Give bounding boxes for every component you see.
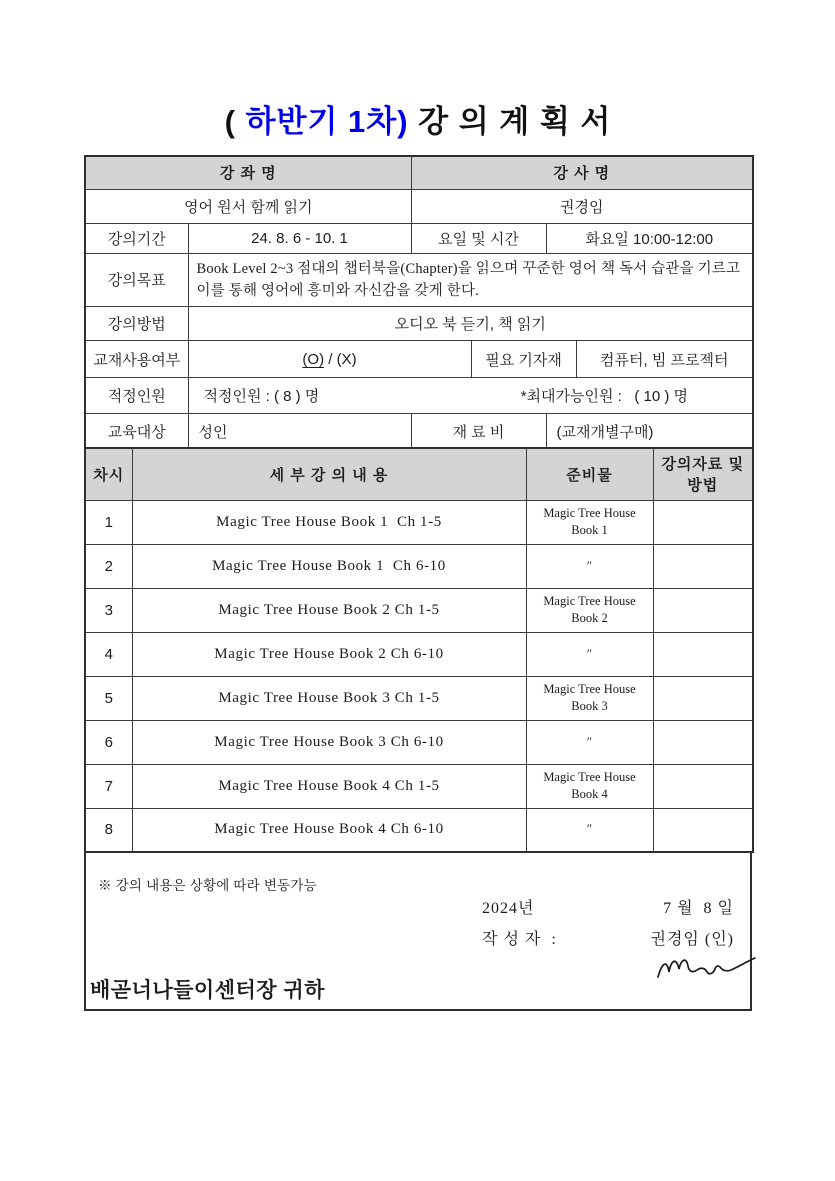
title-session-highlight: 하반기 1차) bbox=[245, 104, 409, 139]
schedule-header-no: 차시 bbox=[85, 448, 132, 500]
info-textbook-row bbox=[85, 341, 753, 378]
period-value: 24. 8. 6 - 10. 1 bbox=[188, 223, 411, 253]
date-line bbox=[482, 895, 734, 918]
session-number: 1 bbox=[85, 500, 132, 544]
schedule-row bbox=[85, 764, 753, 808]
target-label: 교육대상 bbox=[85, 414, 188, 449]
date-month-day: 7 월 8 일 bbox=[663, 900, 734, 917]
course-info-table bbox=[84, 155, 754, 450]
info-name-row bbox=[85, 189, 753, 223]
schedule-row bbox=[85, 720, 753, 764]
session-materials: ″ bbox=[526, 544, 653, 588]
instructor-value: 권경임 bbox=[411, 189, 753, 223]
session-method bbox=[653, 808, 753, 852]
session-materials: ″ bbox=[526, 632, 653, 676]
material-fee-label: 재 료 비 bbox=[411, 414, 546, 449]
textbook-x-mark: / (X) bbox=[324, 350, 357, 368]
author-line bbox=[482, 926, 734, 949]
session-number: 5 bbox=[85, 676, 132, 720]
info-period-row bbox=[85, 223, 753, 253]
session-materials: Magic Tree House Book 4 bbox=[526, 764, 653, 808]
schedule-row bbox=[85, 500, 753, 544]
title-main-text: 강 의 계 획 서 bbox=[408, 104, 612, 139]
session-method bbox=[653, 676, 753, 720]
author-label: 작 성 자 : bbox=[482, 931, 557, 948]
schedule-row bbox=[85, 676, 753, 720]
session-number: 6 bbox=[85, 720, 132, 764]
session-materials: Magic Tree House Book 3 bbox=[526, 676, 653, 720]
schedule-row bbox=[85, 808, 753, 852]
info-header-row bbox=[85, 156, 753, 189]
target-value: 성인 bbox=[188, 414, 411, 449]
session-content: Magic Tree House Book 2 Ch 1-5 bbox=[132, 588, 526, 632]
schedule-row bbox=[85, 588, 753, 632]
method-label: 강의방법 bbox=[85, 307, 188, 341]
page-title bbox=[84, 96, 752, 141]
session-method bbox=[653, 720, 753, 764]
signature bbox=[654, 949, 758, 985]
session-content: Magic Tree House Book 4 Ch 1-5 bbox=[132, 764, 526, 808]
session-content: Magic Tree House Book 3 Ch 6-10 bbox=[132, 720, 526, 764]
course-name-value: 영어 원서 함께 읽기 bbox=[85, 189, 411, 223]
info-capacity-row bbox=[85, 378, 753, 414]
session-number: 2 bbox=[85, 544, 132, 588]
goal-label: 강의목표 bbox=[85, 253, 188, 307]
session-materials: ″ bbox=[526, 720, 653, 764]
schedule-header-content: 세 부 강 의 내 용 bbox=[132, 448, 526, 500]
day-time-value: 화요일 10:00-12:00 bbox=[546, 223, 753, 253]
equipment-value: 컴퓨터, 빔 프로젝터 bbox=[576, 341, 753, 378]
schedule-header-method: 강의자료 및 방법 bbox=[653, 448, 753, 500]
capacity-value: 적정인원 : ( 8 ) 명 bbox=[203, 388, 320, 406]
session-method bbox=[653, 500, 753, 544]
schedule-header-materials: 준비물 bbox=[526, 448, 653, 500]
textbook-o-mark: (O) bbox=[302, 350, 325, 368]
recipient-line: 배곧너나들이센터장 귀하 bbox=[90, 979, 325, 1002]
title-paren: ( bbox=[224, 104, 246, 139]
info-method-row bbox=[85, 307, 753, 341]
max-capacity-value: *최대가능인원 : ( 10 ) 명 bbox=[520, 388, 688, 406]
session-content: Magic Tree House Book 1 Ch 1-5 bbox=[132, 500, 526, 544]
schedule-row bbox=[85, 632, 753, 676]
schedule-row bbox=[85, 544, 753, 588]
session-materials: Magic Tree House Book 2 bbox=[526, 588, 653, 632]
session-number: 8 bbox=[85, 808, 132, 852]
period-label: 강의기간 bbox=[85, 223, 188, 253]
method-value: 오디오 북 듣기, 책 읽기 bbox=[188, 307, 753, 341]
info-goal-row bbox=[85, 253, 753, 307]
session-method bbox=[653, 764, 753, 808]
session-number: 4 bbox=[85, 632, 132, 676]
session-number: 3 bbox=[85, 588, 132, 632]
session-content: Magic Tree House Book 1 Ch 6-10 bbox=[132, 544, 526, 588]
info-target-row bbox=[85, 414, 753, 449]
session-materials: Magic Tree House Book 1 bbox=[526, 500, 653, 544]
goal-value: Book Level 2~3 점대의 챕터북을(Chapter)을 읽으며 꾸준한 영어 책 독서 습관을 기르고 이를 통해 영어에 흥미와 자신감을 갖게 한다. bbox=[188, 253, 753, 307]
date-year: 2024년 bbox=[482, 900, 535, 917]
session-method bbox=[653, 588, 753, 632]
day-time-label: 요일 및 시간 bbox=[411, 223, 546, 253]
equipment-label: 필요 기자재 bbox=[471, 341, 576, 378]
session-content: Magic Tree House Book 2 Ch 6-10 bbox=[132, 632, 526, 676]
session-materials: ″ bbox=[526, 808, 653, 852]
textbook-value bbox=[188, 341, 471, 378]
sign-block bbox=[482, 895, 734, 957]
footer-box bbox=[84, 851, 752, 1011]
instructor-header: 강 사 명 bbox=[411, 156, 753, 189]
capacity-label: 적정인원 bbox=[85, 378, 188, 414]
session-method bbox=[653, 632, 753, 676]
change-notice: ※ 강의 내용은 상황에 따라 변동가능 bbox=[98, 878, 317, 893]
schedule-header-row bbox=[85, 448, 753, 500]
textbook-label: 교재사용여부 bbox=[85, 341, 188, 378]
session-content: Magic Tree House Book 3 Ch 1-5 bbox=[132, 676, 526, 720]
schedule-table bbox=[84, 447, 754, 853]
capacity-cell bbox=[188, 378, 753, 414]
session-content: Magic Tree House Book 4 Ch 6-10 bbox=[132, 808, 526, 852]
course-name-header: 강 좌 명 bbox=[85, 156, 411, 189]
author-value: 권경임 (인) bbox=[650, 931, 734, 948]
session-method bbox=[653, 544, 753, 588]
session-number: 7 bbox=[85, 764, 132, 808]
material-fee-value: (교재개별구매) bbox=[546, 414, 753, 449]
